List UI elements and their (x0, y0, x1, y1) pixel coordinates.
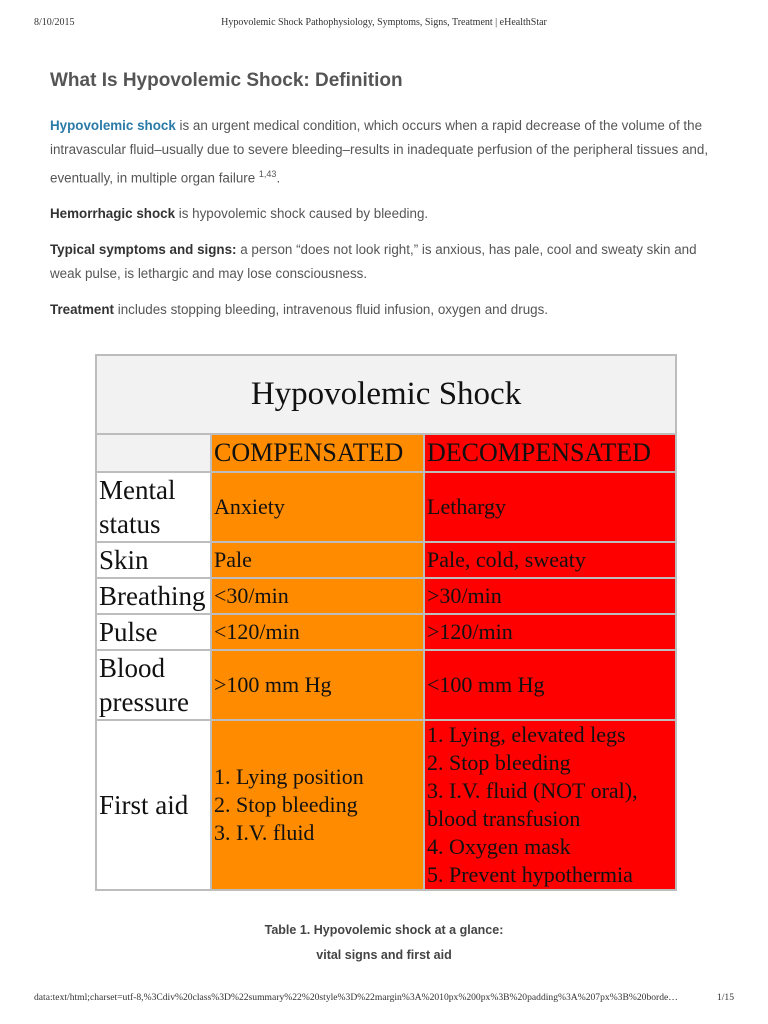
print-page-title: Hypovolemic Shock Pathophysiology, Symptoms, Signs, Treatment | eHealthStar (221, 17, 547, 28)
decompensated-cell: Lethargy (424, 472, 676, 542)
row-label-line: status (99, 509, 161, 539)
hemorrhagic-term: Hemorrhagic shock (50, 206, 176, 222)
decompensated-first-aid-cell (424, 720, 676, 890)
header-blank-cell (96, 434, 211, 472)
decompensated-cell: >30/min (424, 578, 676, 614)
compensated-first-aid-cell (211, 720, 424, 890)
article (50, 68, 720, 322)
first-aid-step: 2. Stop bleeding (427, 750, 571, 775)
decompensated-cell: >120/min (424, 614, 676, 650)
table-row (96, 614, 676, 650)
page-number: 1/15 (716, 992, 734, 1003)
compensated-cell: <120/min (211, 614, 424, 650)
symptoms-term: Typical symptoms and signs: (50, 242, 237, 258)
decompensated-cell: <100 mm Hg (424, 650, 676, 720)
print-footer (34, 992, 734, 1006)
first-aid-step: 4. Oxygen mask (427, 834, 571, 859)
row-label-line: Mental (99, 475, 176, 505)
table-caption-line1: Table 1. Hypovolemic shock at a glance: (264, 923, 504, 937)
page-title: What Is Hypovolemic Shock: Definition (50, 70, 403, 91)
hypovolemic-shock-link[interactable]: Hypovolemic shock (50, 118, 176, 133)
row-label-blood-pressure (96, 650, 211, 720)
first-aid-step: 3. I.V. fluid (214, 820, 315, 845)
compensated-cell: >100 mm Hg (211, 650, 424, 720)
definition-paragraph (50, 114, 720, 190)
print-date: 8/10/2015 (34, 17, 75, 28)
table-row (96, 542, 676, 578)
table-title: Hypovolemic Shock (96, 355, 676, 434)
first-aid-step: 1. Lying, elevated legs (427, 722, 626, 747)
row-label-skin: Skin (96, 542, 211, 578)
header-decompensated: DECOMPENSATED (424, 434, 676, 472)
print-url: data:text/html;charset=utf-8,%3Cdiv%20class%3D%22summary%22%20style%3D%22margin%3A%2010px%200px%3B%20padding%3A%207px%3B%20borde… (34, 992, 678, 1003)
reference-superscript: 1,43 (258, 169, 277, 179)
first-aid-step: 2. Stop bleeding (214, 792, 358, 817)
table-row (96, 578, 676, 614)
definition-text: is an urgent medical condition, which occurs when a rapid decrease of the volume of the intravascular fluid–usually due to severe bleeding–results in inadequate perfusion of the peripheral tissues and, eventually, in multiple organ failure (50, 118, 709, 186)
first-aid-step: 5. Prevent hypothermia (427, 862, 633, 887)
treatment-text: includes stopping bleeding, intravenous fluid infusion, oxygen and drugs. (114, 302, 548, 318)
compensated-cell: <30/min (211, 578, 424, 614)
row-label-breathing: Breathing (96, 578, 211, 614)
header-compensated: COMPENSATED (211, 434, 424, 472)
table-row (96, 650, 676, 720)
print-header (34, 17, 734, 31)
first-aid-step: 1. Lying position (214, 764, 364, 789)
table-caption-line2: vital signs and first aid (316, 948, 452, 962)
first-aid-step: 3. I.V. fluid (NOT oral), (427, 778, 638, 803)
symptoms-text: a person “does not look right,” is anxious, has pale, cool and sweaty skin and weak pulse, is lethargic and may lose consciousness. (50, 242, 697, 282)
row-label-mental-status (96, 472, 211, 542)
hemorrhagic-paragraph (50, 202, 720, 226)
table-row (96, 472, 676, 542)
row-label-line: pressure (99, 687, 189, 717)
table-row (96, 720, 676, 890)
definition-end: . (276, 170, 281, 186)
compensated-cell: Pale (211, 542, 424, 578)
row-label-first-aid: First aid (96, 720, 211, 890)
treatment-paragraph (50, 298, 720, 322)
decompensated-cell: Pale, cold, sweaty (424, 542, 676, 578)
table-header-row (96, 434, 676, 472)
treatment-term: Treatment (50, 302, 114, 318)
row-label-line: Blood (99, 653, 166, 683)
row-label-pulse: Pulse (96, 614, 211, 650)
hypovolemic-shock-table (95, 354, 677, 891)
symptoms-paragraph (50, 238, 720, 286)
first-aid-step: blood transfusion (427, 806, 581, 831)
compensated-cell: Anxiety (211, 472, 424, 542)
hemorrhagic-text: is hypovolemic shock caused by bleeding. (175, 206, 429, 222)
